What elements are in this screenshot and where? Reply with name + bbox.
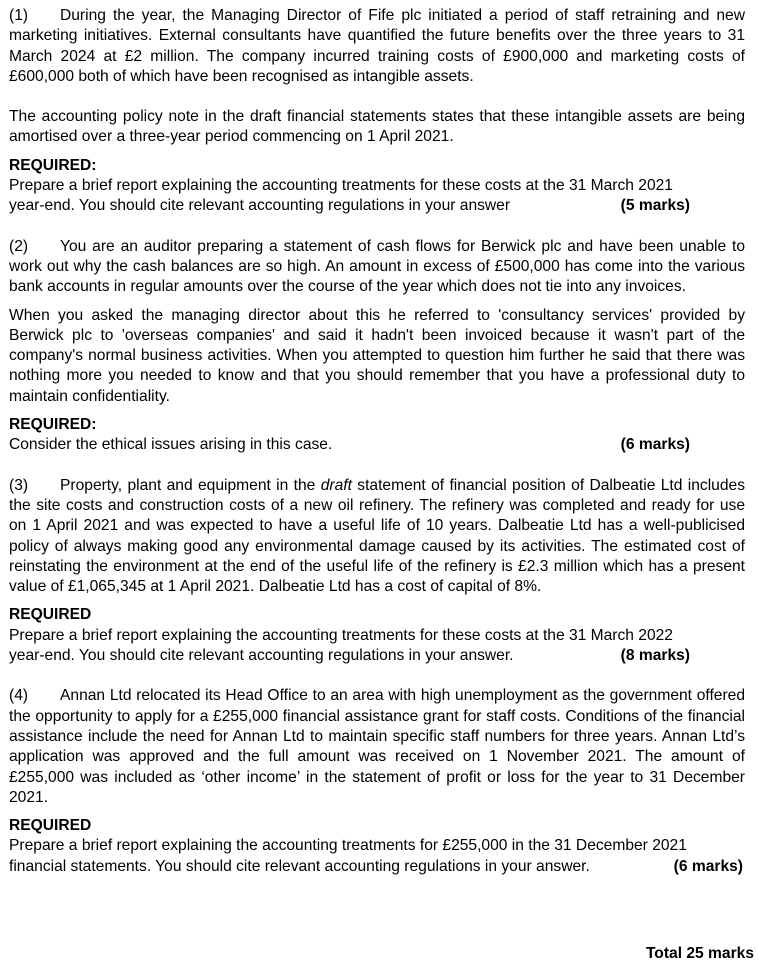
- q2-task-line-1: Consider the ethical issues arising in this case.: [9, 436, 333, 454]
- q1-paragraph-2: The accounting policy note in the draft financial statements states that these intangible assets are being amortised over a three-year period commencing on 1 April 2021.: [9, 108, 745, 146]
- q4-task-line-2-row: [9, 857, 745, 877]
- q4-para1-text: Annan Ltd relocated its Head Office to an area with high unemployment as the government offered the opportunity to apply for a £255,000 financial assistance grant for staff costs. Conditions of the financial assistance include the need for Annan Ltd to maintain specific staff numbers for three years. Annan Ltd’s application was approved and the full amount was received on 1 November 2021. The amount of £255,000 was included as ‘other income’ in the statement of profit or loss for the year to 31 December 2021.: [9, 687, 745, 806]
- q3-paragraph-1: [9, 476, 745, 598]
- q3-number: (3): [9, 476, 29, 494]
- q2-marks: (6 marks): [620, 436, 690, 454]
- q3-para1-before: Property, plant and equipment in the: [60, 476, 321, 494]
- q1-para1-text: During the year, the Managing Director of Fife plc initiated a period of staff retraining and new marketing initiatives. External consultants have quantified the future benefits over the three years to 31 March 2024 at £2 million. The company incurred training costs of £900,000 and marketing costs of £600,000 both of which have been recognised as intangible assets.: [9, 7, 745, 85]
- question-2: [9, 237, 745, 456]
- q2-number: (2): [9, 237, 29, 255]
- question-3: [9, 476, 745, 667]
- q4-task-line-2: financial statements. You should cite relevant accounting regulations in your answer.: [9, 857, 590, 875]
- q1-task-line-1: Prepare a brief report explaining the accounting treatments for these costs at the 31 March 2021: [9, 177, 673, 195]
- q1-task-line-2: year-end. You should cite relevant accounting regulations in your answer: [9, 197, 511, 215]
- q1-paragraph-1: [9, 6, 745, 87]
- q4-required-label: REQUIRED: [9, 817, 92, 835]
- q1-marks: (5 marks): [620, 197, 690, 215]
- q4-task-line-1: Prepare a brief report explaining the accounting treatments for £255,000 in the 31 December 2021: [9, 837, 687, 855]
- q4-paragraph-1: [9, 686, 745, 808]
- q4-number: (4): [9, 687, 29, 705]
- q3-task-line-1: Prepare a brief report explaining the accounting treatments for these costs at the 31 March 2022: [9, 626, 673, 644]
- q1-required-label: REQUIRED:: [9, 156, 97, 174]
- q2-paragraph-1: [9, 237, 745, 298]
- q3-para1-after: statement of financial position of Dalbeatie Ltd includes the site costs and construction costs of a new oil refinery. The refinery was completed and ready for use on 1 April 2021 and was expected to have a useful life of 10 years. Dalbeatie Ltd has a well-publicised policy of always making good any environmental damage caused by its activities. The estimated cost of reinstating the environment at the end of the useful life of the refinery is £2.3 million which has a present value of £1,065,345 at 1 April 2021. Dalbeatie Ltd has a cost of capital of 8%.: [9, 476, 745, 596]
- q3-task-line-2-row: [9, 646, 745, 666]
- q1-number: (1): [9, 7, 29, 24]
- q2-para1-text: You are an auditor preparing a statement of cash flows for Berwick plc and have been unable to work out why the cash balances are so high. An amount in excess of £500,000 has come into the various bank accounts in regular amounts over the course of the year which does not tie into any invoices.: [9, 237, 745, 296]
- question-page: [9, 6, 745, 877]
- total-marks-cut-off: Total 25 marks: [645, 945, 754, 962]
- q2-paragraph-2: When you asked the managing director about this he referred to 'consultancy services' provided by Berwick plc to 'overseas companies' and said it hadn't been invoiced because it wasn't part of the company's normal business activities. When you attempted to question him further he said that there was nothing more you needed to know and that you should remember that you have a professional duty to maintain confidentiality.: [9, 306, 745, 405]
- q1-task-line-2-row: [9, 196, 745, 216]
- question-1: [9, 6, 745, 217]
- q2-task-line-row: [9, 435, 745, 455]
- q4-marks: (6 marks): [673, 857, 743, 875]
- question-4: [9, 686, 745, 877]
- q2-required-label: REQUIRED:: [9, 416, 97, 434]
- q3-para1-emphasis: draft: [320, 476, 352, 494]
- q3-task-line-2: year-end. You should cite relevant accounting regulations in your answer.: [9, 647, 514, 665]
- q3-marks: (8 marks): [620, 647, 690, 665]
- q3-required-label: REQUIRED: [9, 606, 92, 624]
